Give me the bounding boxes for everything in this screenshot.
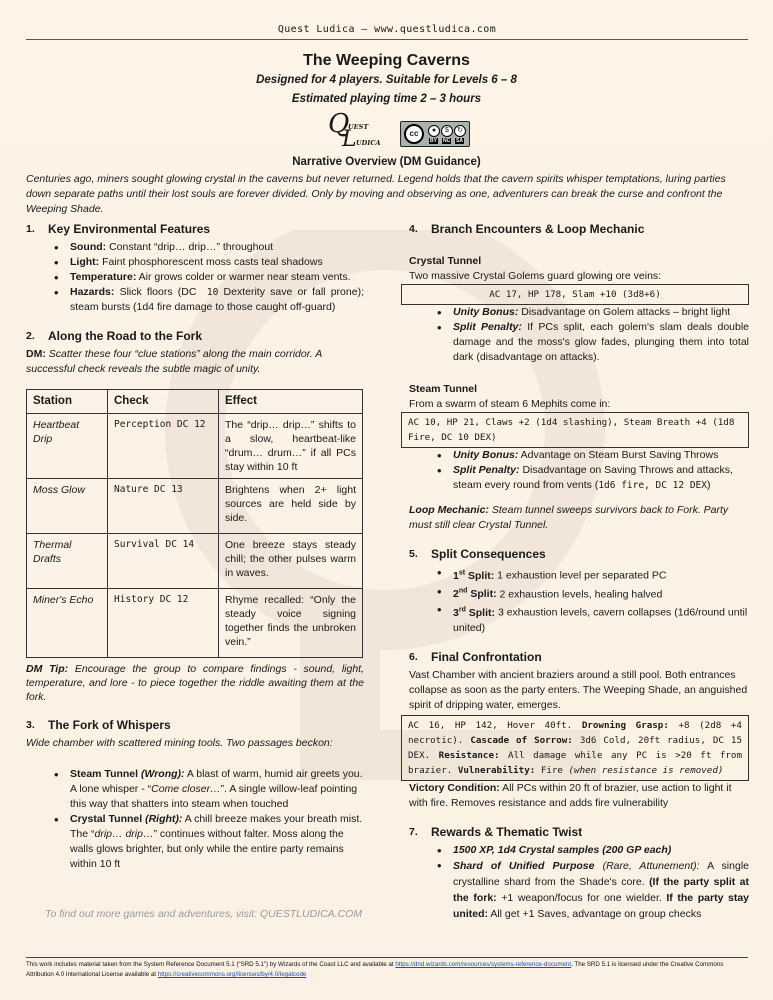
sa-icon: ↻ [454,125,466,137]
loop-mechanic: Loop Mechanic: Steam tunnel sweeps survivors back to Fork. Party must still clear Crystal Tunnel. [409,504,729,531]
list-item: • Split Penalty: If PCs split, each golem's slam deals double damage and the moss's glow fades, plunging them into total dark (disadvantage on attacks). [431,320,749,365]
srd-link[interactable]: https://dnd.wizards.com/resources/systems-reference-document [395,961,572,968]
steam-tunnel-heading: Steam Tunnel [409,383,478,395]
crystal-tunnel-intro: Two massive Crystal Golems guard glowing ore veins: [409,270,662,282]
list-item: • Crystal Tunnel (Right): A chill breeze makes your breath mist. The “drip… drip…” continues without falter. Moss along the walls glows brighter, but only while the entire party remains within 10 ft [48,812,364,872]
section-2-heading: 2. Along the Road to the Fork [26,329,202,343]
list-item: • 3rd Split: 3 exhaustion levels, cavern collapses (1d6/round until united) [431,602,749,636]
table-row: Heartbeat Drip Perception DC 12 The “drip… drip…” shifts to a slow, heartbeat-like “drum… drum…” if all PCs stay within 10 ft [27,414,363,479]
list-item: • Hazards: Slick floors (DC 10 Dexterity save or fall prone); steam bursts (1d4 fire damage to those caught off-guard) [48,285,364,315]
list-item: • Split Penalty: Disadvantage on Saving Throws and attacks, steam every round from vents (1d6 fire, DC 12 DEX) [431,463,749,493]
table-row: Miner's Echo History DC 12 Rhyme recalled: “Only the steady voice signing together finds the unbroken vein.” [27,589,363,658]
creative-commons-badge: cc ● $ ↻ BY NC SA [400,121,470,147]
subtitle-players: Designed for 4 players. Suitable for Levels 6 – 8 [256,74,517,86]
golem-stat-block: AC 17, HP 178, Slam +10 (3d8+6) [401,284,749,305]
site-header: Quest Ludica – www.questludica.com [277,24,497,35]
victory-condition: Victory Condition: All PCs within 20 ft of brazier, use action to light it with fire. Removes resistance and adds fire vulnerability [409,781,732,809]
right-column [409,222,749,922]
logo-row [326,109,471,152]
section-5-heading: 5. Split Consequences [409,547,546,561]
section-6-heading: 6. Final Confrontation [409,649,542,664]
weeping-shade-stat-block: AC 16, HP 142, Hover 40ft. Drowning Grasp: +8 (2d8 +4 necrotic). Cascade of Sorrow: 3d6 Cold, 20ft radius, DC 15 DEX. Resistance: All damage while any PC is >20 ft from brazier. Vulnerability: Fire (when resistance is removed) [401,715,749,781]
by-icon: ● [428,125,440,137]
table-header-row: Station Check Effect [27,390,363,414]
header-divider [26,39,748,40]
list-item: • Unity Bonus: Advantage on Steam Burst Saving Throws [431,448,749,463]
cc-license-link[interactable]: https://creativecommons.org/licenses/by/4.0/legalcode [157,971,307,978]
overview-text: Centuries ago, miners sought glowing crystal in the caverns but never returned. Legend holds that the cavern spirits whisper temptations, luring parties down separate paths until their lost souls are forever divided. Only by moving and observing as one, adventurers can break the curse and confront the Weeping Shade. [26,173,726,215]
nc-icon: $ [441,125,453,137]
list-item: • 1st Split: 1 exhaustion level per separated PC [431,565,749,584]
promo-link[interactable]: To find out more games and adventures, visit: QUESTLUDICA.COM [45,908,363,920]
license-notice: This work includes material taken from the System Reference Document 5.1 (“SRD 5.1”) by Wizards of the Coast LLC and available at https://dnd.wizards.com/resources/systems-reference-document. The SRD 5.1 is licensed under the Creative Commons Attribution 4.0 International License available at https://creativecommons.org/licenses/by/4.0/legalcode [26,961,724,978]
section-3-heading: 3. The Fork of Whispers [26,718,171,732]
list-item: • Unity Bonus: Disadvantage on Golem attacks – bright light [431,305,749,320]
quest-ludica-logo: Q L UEST UDICA [328,109,381,152]
list-item: • Shard of Unified Purpose (Rare, Attunement): A single crystalline shard from the Shade's core. (If the party split at the fork: +1 weapon/focus for one wielder. If the party stay united: All get +1 Saves, advantage on group checks [431,858,749,922]
mephit-stat-block: AC 10, HP 21, Claws +2 (1d4 slashing), Steam Breath +4 (1d8 Fire, DC 10 DEX) [401,412,749,448]
table-row: Thermal Drafts Survival DC 14 One breeze stays steady chill; the other pulses warm in waves. [27,534,363,589]
footer-divider [26,957,748,958]
section-7-heading: 7. Rewards & Thematic Twist [409,824,583,839]
crystal-tunnel-heading: Crystal Tunnel [409,255,482,267]
dm-note: DM: Scatter these four “clue stations” along the main corridor. A successful check reveals the subtle magic of unity. [26,348,322,375]
dm-tip: DM Tip: Encourage the group to compare findings - sound, light, temperature, and lore - to piece together the riddle awaiting them at the fork. [26,663,365,703]
section-6-intro: Vast Chamber with ancient braziers around a still pool. Both entrances collapse as soon as the party enters. The Weeping Shade, an anguished spirit of dripping water, emerges. [409,668,748,711]
steam-tunnel-intro: From a swarm of steam 6 Mephits come in: [409,398,611,410]
left-column [26,222,364,872]
list-item: • 2nd Split: 2 exhaustion levels, healing halved [431,584,749,603]
list-item: • 1500 XP, 1d4 Crystal samples (200 GP each) [431,843,749,858]
list-item: • Light: Faint phosphorescent moss casts teal shadows [48,255,364,270]
clue-stations-table [26,389,363,658]
page-title: The Weeping Caverns [303,52,470,69]
section-1-heading: 1. Key Environmental Features [26,222,211,236]
list-item: • Temperature: Air grows colder or warmer near steam vents. [48,270,364,285]
list-item: • Steam Tunnel (Wrong): A blast of warm, humid air greets you. A lone whisper - “Come closer…”. A single willow-leaf pointing this way that shatters into steam when touched [48,767,364,812]
section-3-intro: Wide chamber with scattered mining tools. Two passages beckon: [26,737,333,749]
table-row: Moss Glow Nature DC 13 Brightens when 2+ light sources are held side by side. [27,479,363,534]
subtitle-time: Estimated playing time 2 – 3 hours [291,93,482,105]
section-4-heading: 4. Branch Encounters & Loop Mechanic [409,222,645,236]
cc-icon: cc [404,124,424,144]
list-item: • Sound: Constant “drip… drip…” throughout [48,240,364,255]
overview-heading: Narrative Overview (DM Guidance) [292,156,481,168]
